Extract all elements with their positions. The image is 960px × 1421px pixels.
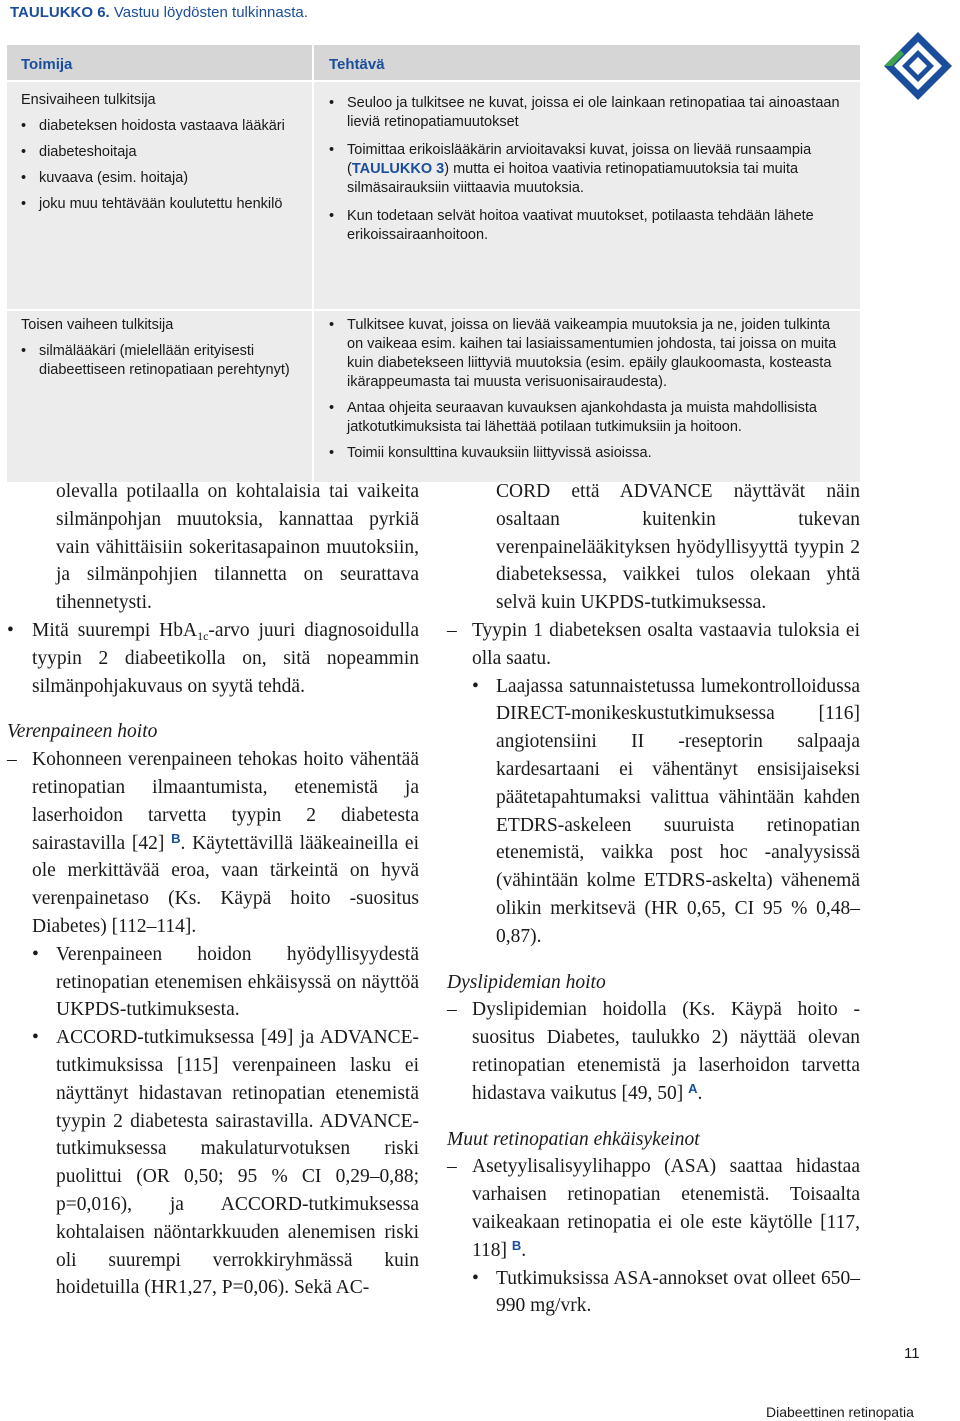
bullet-item bbox=[7, 617, 419, 700]
task-cell bbox=[312, 311, 860, 482]
list-item: • Tulkitsee kuvat, joissa on lievää vaikeampia muutoksia ja ne, joiden tulkinta on vaikeaa esim. kaihen tai lasiaissamentumien johdosta, tai joissa on muita kuin diabetekseen liittyviä muutoksia (esim. epäily glaukoomasta, kosteasta ikärappeumasta tai muusta verisuonisairaudesta). bbox=[329, 316, 846, 392]
task-list bbox=[329, 94, 846, 245]
evidence-level: B bbox=[171, 830, 181, 846]
table-row bbox=[7, 82, 860, 309]
paragraph: olevalla potilaalla on kohtalaisia tai vaikeita silmänpohjan muutoksia, kannattaa pyrkiä vain vähittäisiin sokeritasapainon muutoksiin, ja silmänpohjien tilannetta on seurattava tihennetysti. bbox=[56, 481, 419, 614]
list-item: • Seuloo ja tulkitsee ne kuvat, joissa ei ole lainkaan retinopatiaa tai ainoastaan lieviä retinopatiamuutokset bbox=[329, 94, 846, 132]
list-item: • Antaa ohjeita seuraavan kuvauksen ajankohdasta ja muista mahdollisista jatkotutkimuksista tai lähettää potilaan tutkimuksiin ja hoitoon. bbox=[329, 399, 846, 437]
list-item: • Toimii konsulttina kuvauksiin liittyvissä asioissa. bbox=[329, 444, 846, 463]
table-row bbox=[7, 311, 860, 482]
dash-item bbox=[7, 746, 419, 941]
bullet-item: • ACCORD-tutkimuksessa [49] ja ADVANCE-tutkimuksissa [115] verenpaineen lasku ei näyttänyt hidastavan retinopatian etenemistä tyypin 2 diabetesta sairastavilla. ADVANCE-tutkimuksessa makulaturvotuksen riski puolittui (OR 0,50; 95 % CI 0,29–0,88; p=0,016), ja ACCORD-tutkimuksessa kohtalaisen näöntarkkuuden alenemisen riski oli suurempi verrokkiryhmässä kuin hoidetuilla (HR1,27, P=0,06). Sekä AC- bbox=[7, 1024, 419, 1302]
right-column bbox=[447, 478, 860, 1320]
dash-item bbox=[447, 996, 860, 1107]
header-task: Tehtävä bbox=[312, 45, 860, 80]
text: -arvo juuri diagnosoidulla tyypin 2 diabeetikolla on, sitä nopeammin silmänpohjakuvaus on syytä tehdä. bbox=[32, 619, 419, 697]
table-header bbox=[7, 45, 860, 80]
task-text: Toimittaa erikoislääkärin arvioitavaksi kuvat, joissa on lievää runsaampia ( bbox=[347, 142, 812, 177]
list-item bbox=[329, 141, 846, 198]
list-item: • silmälääkäri (mielellään erityisesti diabeettiseen retinopatiaan perehtynyt) bbox=[21, 342, 306, 380]
kaypa-hoito-logo bbox=[882, 30, 954, 102]
list-item: • Kun todetaan selvät hoitoa vaativat muutokset, potilaasta tehdään lähete erikoissairaanhoitoon. bbox=[329, 207, 846, 245]
table-label: TAULUKKO 6. bbox=[10, 4, 110, 21]
task-cell bbox=[312, 82, 860, 309]
bullet-item: • Verenpaineen hoidon hyödyllisyydestä retinopatian etenemisen ehkäisyssä on näyttöä UKPDS-tutkimuksesta. bbox=[7, 941, 419, 1024]
section-heading: Verenpaineen hoito bbox=[7, 721, 158, 743]
task-list bbox=[329, 316, 846, 463]
footer-title: Diabeettinen retinopatia bbox=[766, 1404, 914, 1420]
task-text: ) mutta ei hoitoa vaativia retinopatiamuutoksia tai muita silmäsairauksiin viittaavia muutoksia. bbox=[347, 161, 799, 196]
bullet-item: • Tutkimuksissa ASA-annokset ovat olleet 650–990 mg/vrk. bbox=[447, 1265, 860, 1321]
evidence-level: A bbox=[688, 1080, 698, 1096]
left-column bbox=[7, 478, 419, 1302]
text: . Käytettävillä lääkeaineilla ei ole merkittävää eroa, vaan tärkeintä on hyvä verenpainetaso (Ks. Käypä hoito -suositus Diabetes) [112–114]. bbox=[32, 832, 420, 937]
responsibility-table bbox=[7, 45, 860, 482]
list-item: • diabeteksen hoidosta vastaava lääkäri bbox=[21, 117, 306, 136]
text: Mitä suurempi HbA bbox=[32, 619, 198, 641]
actor-cell bbox=[7, 311, 312, 482]
evidence-level: B bbox=[511, 1237, 522, 1253]
list-item: • diabeteshoitaja bbox=[21, 143, 306, 162]
table-title: Vastuu löydösten tulkinnasta. bbox=[113, 4, 308, 21]
paragraph: CORD että ADVANCE näyttävät näin osaltaan kuitenkin tukevan verenpainelääkityksen hyödyllisyyttä tyypin 2 diabeteksessa, vaikkei tulos olekaan yhtä selvä kuin UKPDS-tutkimuksessa. bbox=[496, 481, 860, 614]
page-number: 11 bbox=[904, 1345, 920, 1362]
actor-title: Toisen vaiheen tulkitsija bbox=[21, 317, 174, 333]
text: Asetyylisalisyylihappo (ASA) saattaa hidastaa varhaisen retinopatian etenemistä. Toisaalta vaikeakaan retinopatia ei ole este käytölle [117, 118] bbox=[472, 1156, 860, 1261]
text: Kohonneen verenpaineen tehokas hoito vähentää retinopatian ilmaantumista, etenemistä ja laserhoidon tarvetta tyypin 2 diabetesta sairastavilla [42] bbox=[32, 749, 419, 854]
actor-cell bbox=[7, 82, 312, 309]
table-caption bbox=[10, 4, 308, 21]
actor-title: Ensivaiheen tulkitsija bbox=[21, 92, 156, 108]
bullet-item: • Laajassa satunnaistetussa lumekontrolloidussa DIRECT-monikeskustutkimuksessa [116] angiotensiini II -reseptorin salpaaja kardesartaani ei vähentänyt ensisijaiseksi päätetapahtumaksi valittua vähintään kahden ETDRS-askeleen suuruista retinopatian etenemistä, vaikka post hoc -analyysissä (vähintään kolme ETDRS-askelta) vähenemä olikin merkitsevä (HR 0,65, CI 95 % 0,48–0,87). bbox=[447, 673, 860, 951]
actor-list bbox=[21, 342, 306, 380]
text: . bbox=[697, 1082, 703, 1104]
table-reference-link[interactable]: TAULUKKO 3 bbox=[351, 161, 445, 177]
text: . bbox=[521, 1239, 527, 1261]
section-heading: Dyslipidemian hoito bbox=[447, 971, 606, 993]
actor-list bbox=[21, 117, 306, 214]
subscript: 1c bbox=[197, 628, 209, 643]
list-item: • joku muu tehtävään koulutettu henkilö bbox=[21, 195, 306, 214]
dash-item bbox=[447, 1153, 860, 1264]
header-actor: Toimija bbox=[21, 56, 73, 73]
text: Dyslipidemian hoidolla (Ks. Käypä hoito -suositus Diabetes, taulukko 2) näyttää olevan retinopatian etenemistä ja laserhoidon tarvetta hidastava vaikutus [49, 50] bbox=[472, 999, 860, 1104]
list-item: • kuvaava (esim. hoitaja) bbox=[21, 169, 306, 188]
section-heading: Muut retinopatian ehkäisykeinot bbox=[447, 1128, 700, 1150]
dash-item: – Tyypin 1 diabeteksen osalta vastaavia tuloksia ei olla saatu. bbox=[447, 617, 860, 673]
